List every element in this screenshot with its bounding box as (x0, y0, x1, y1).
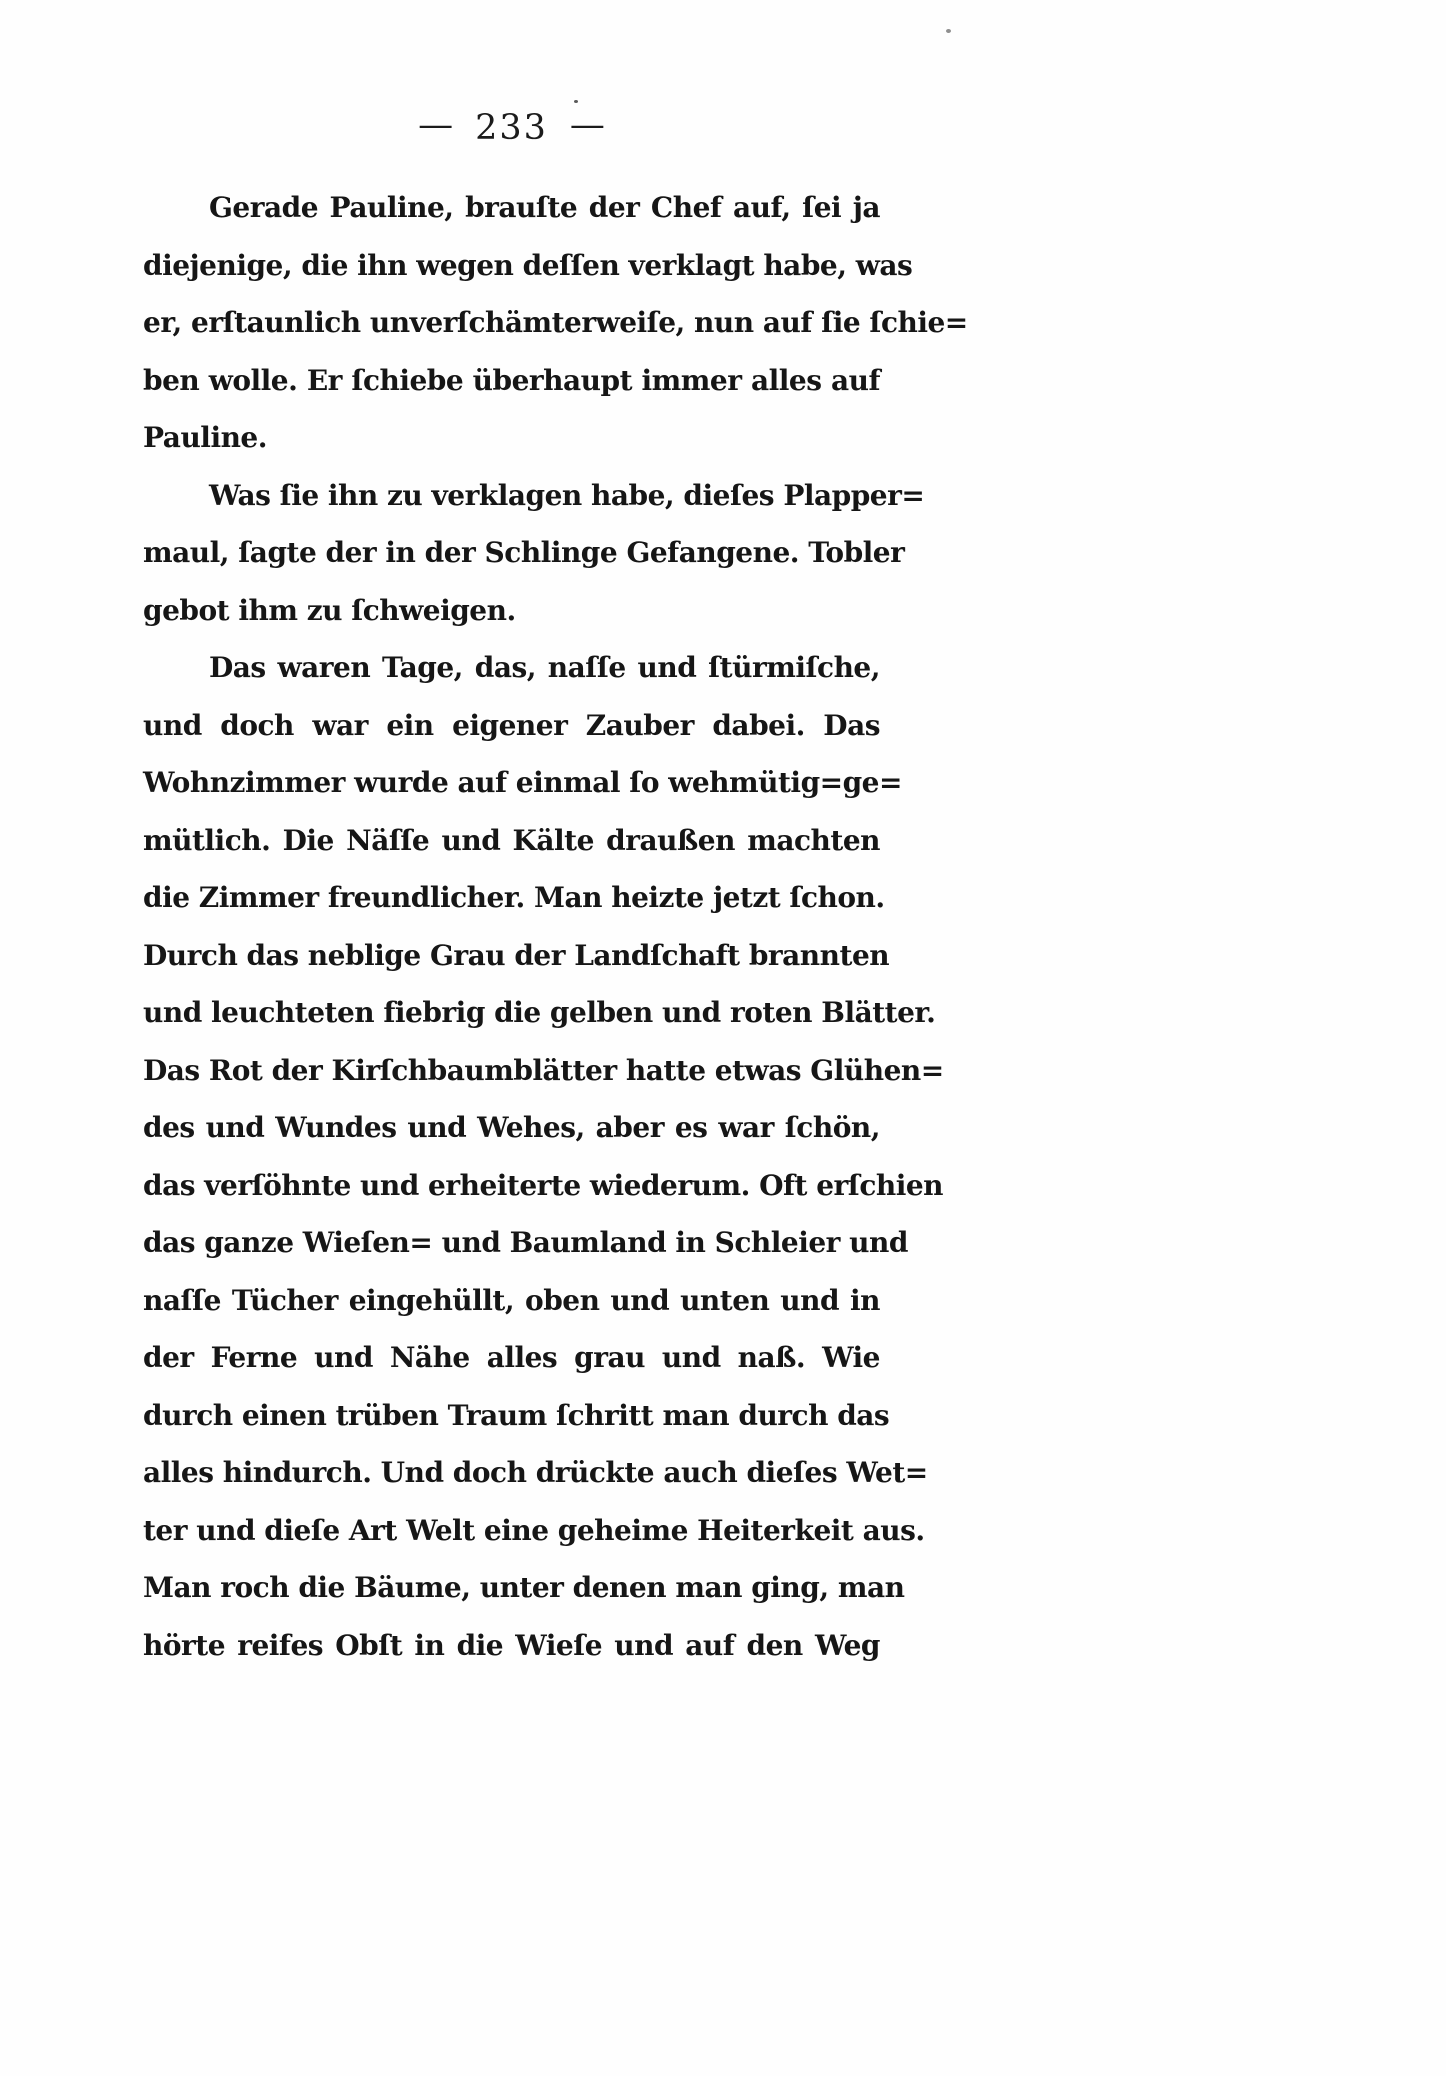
text-line: die Zimmer freundlicher. Man heizte jetzt ſchon. (143, 881, 885, 914)
scan-speck (946, 29, 951, 33)
text-line: maul, ſagte der in der Schlinge Gefangene. Tobler (143, 536, 905, 569)
page-header (143, 105, 880, 148)
text-line: diejenige, die ihn wegen deſſen verklagt habe, was (143, 248, 913, 282)
paragraph (143, 179, 968, 467)
text-line: und leuchteten fiebrig die gelben und roten Blätter. (143, 996, 936, 1029)
page-number: 233 (475, 108, 548, 148)
text-block (143, 179, 968, 1674)
text-line: der Ferne und Nähe alles grau und naß. Wie (143, 1341, 880, 1374)
text-line: Wohnzimmer wurde auf einmal ſo wehmütig=ge= (143, 766, 902, 799)
text-line: Durch das neblige Grau der Landſchaft brannten (143, 938, 890, 972)
text-line: ter und dieſe Art Welt eine geheime Heiterkeit aus. (143, 1513, 925, 1547)
text-line: hörte reifes Obſt in die Wieſe und auf den Weg (143, 1628, 880, 1662)
text-line: er, erſtaunlich unverſchämterweiſe, nun auf ſie ſchie= (143, 306, 968, 339)
text-line: das verſöhnte und erheiterte wiederum. Oft erſchien (143, 1168, 944, 1202)
text-line: naſſe Tücher eingehüllt, oben und unten und in (143, 1283, 880, 1317)
text-line: Das waren Tage, das, naſſe und ſtürmiſche, (209, 651, 880, 684)
text-line: Man roch die Bäume, unter denen man ging, man (143, 1571, 905, 1604)
scan-speck (574, 100, 578, 103)
text-line: Pauline. (143, 421, 267, 454)
text-line: ben wolle. Er ſchiebe überhaupt immer alles auf (143, 363, 880, 397)
text-line: Gerade Pauline, brauſte der Chef auf, ſei ja (209, 191, 880, 224)
text-line: des und Wundes und Wehes, aber es war ſchön, (143, 1111, 880, 1144)
header-left-dash: — (418, 105, 454, 145)
text-line: mütlich. Die Näſſe und Kälte draußen machten (143, 823, 880, 857)
text-line: durch einen trüben Traum ſchritt man durch das (143, 1398, 890, 1432)
header-right-dash: — (569, 105, 605, 145)
paragraph (143, 639, 944, 1674)
text-line: Das Rot der Kirſchbaumblätter hatte etwas Glühen= (143, 1053, 944, 1087)
text-line: das ganze Wieſen= und Baumland in Schleier und (143, 1226, 908, 1259)
text-line: alles hindurch. Und doch drückte auch dieſes Wet= (143, 1456, 928, 1489)
text-line: und doch war ein eigener Zauber dabei. Das (143, 708, 880, 742)
paragraph (143, 467, 925, 640)
text-line: Was ſie ihn zu verklagen habe, dieſes Plapper= (209, 478, 925, 512)
text-line: gebot ihm zu ſchweigen. (143, 593, 516, 627)
